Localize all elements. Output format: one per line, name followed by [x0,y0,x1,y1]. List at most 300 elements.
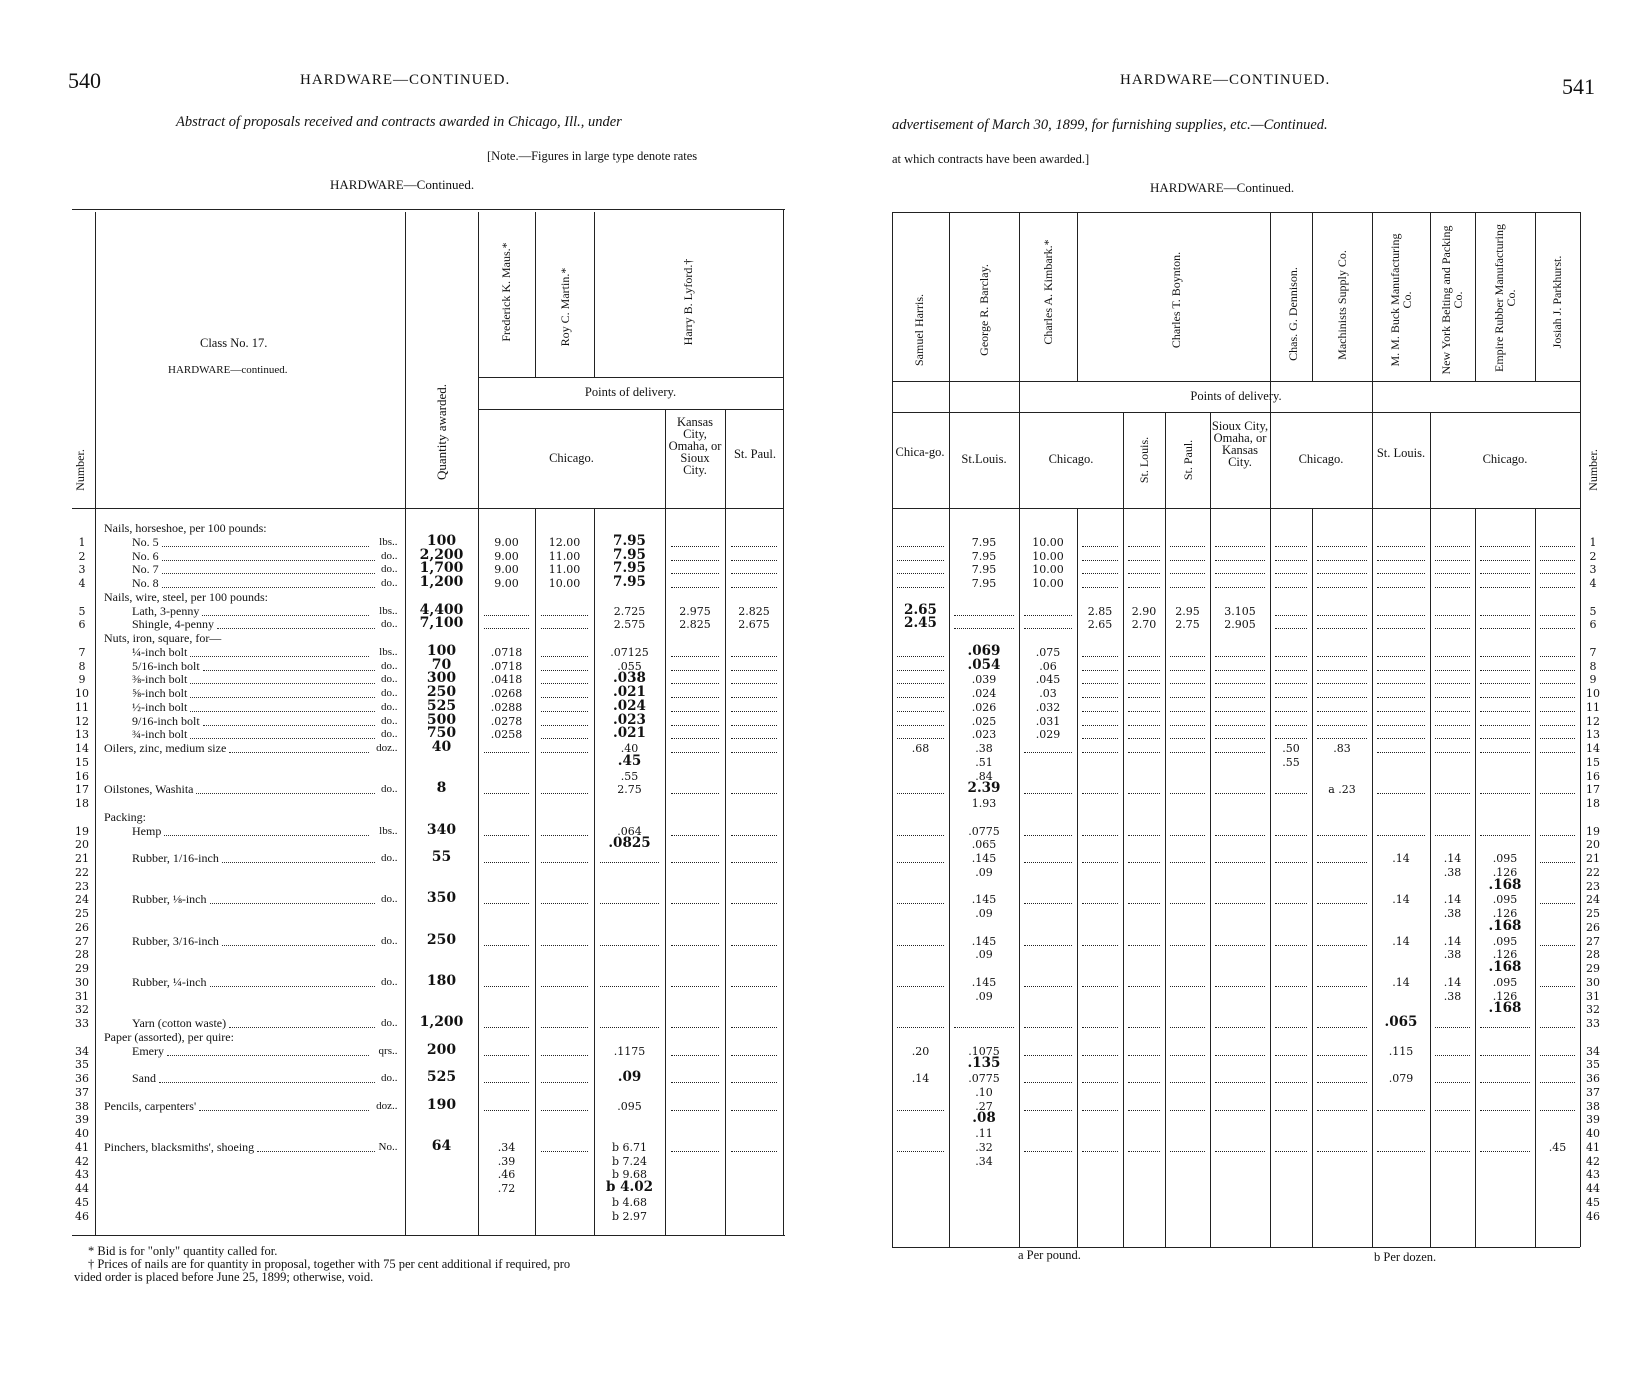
row-number-right: 30 [1586,975,1600,989]
empty-cell-dots [1128,697,1160,698]
empty-cell-dots [1377,697,1425,698]
empty-cell-dots [954,615,1014,616]
bid-value: 10.00 [1032,535,1064,549]
empty-cell-dots [1082,1027,1118,1028]
empty-cell-dots [1275,1082,1307,1083]
delivery-stlouis-boynton: St. Louis. [1137,436,1151,484]
empty-cell-dots [1480,1082,1530,1083]
empty-cell-dots [541,752,588,753]
points-of-delivery-left: Points of delivery. [584,385,677,399]
empty-cell-dots [1082,738,1118,739]
empty-cell-dots [1377,670,1425,671]
empty-cell-dots [1170,725,1205,726]
row-number-left: 14 [75,742,89,755]
empty-cell-dots [484,1055,529,1056]
empty-cell-dots [671,656,719,657]
unit-dots: .. [392,563,398,576]
bid-value: .14 [911,1072,930,1085]
empty-cell-dots [1540,670,1575,671]
row-number-left: 9 [78,673,86,687]
empty-cell-dots [1480,560,1530,561]
empty-cell-dots [1082,656,1118,657]
empty-cell-dots [1317,903,1367,904]
bid-value: 2.975 [679,604,711,618]
unit-dots: .. [392,824,398,837]
bid-value: .14 [1392,934,1410,948]
leader-dots [190,711,375,712]
empty-cell-dots [1024,986,1072,987]
empty-cell-dots [1317,615,1367,616]
item-label: Pinchers, blacksmiths', shoeing [104,1139,255,1154]
bid-value: 9.00 [494,549,519,563]
empty-cell-dots [484,1027,529,1028]
bid-value: b 4.02 [605,1179,654,1195]
empty-cell-dots [1480,835,1530,836]
empty-cell-dots [671,1110,719,1111]
empty-cell-dots [1275,697,1307,698]
empty-cell-dots [1275,725,1307,726]
bid-value: 10.00 [1032,577,1064,590]
footnote-per-pound: a Per pound. [1018,1248,1081,1262]
empty-cell-dots [1215,793,1265,794]
bid-value: .095 [1492,852,1518,865]
bid-value: .10 [975,1085,993,1099]
bidder-machinists: Machinists Supply Co. [1335,250,1349,360]
empty-cell-dots [731,986,777,987]
empty-cell-dots [1215,752,1265,753]
empty-cell-dots [897,793,944,794]
empty-cell-dots [671,683,719,684]
empty-cell-dots [897,945,944,946]
item-label: 9/16-inch bolt [132,713,200,728]
quantity-awarded: 7,100 [419,615,464,632]
points-of-delivery-right: Points of delivery. [1190,389,1282,403]
bid-value: 11.00 [548,549,581,563]
item-unit: do [381,577,392,589]
empty-cell-dots [1275,835,1307,836]
empty-cell-dots [897,835,944,836]
empty-cell-dots [671,697,719,698]
row-number-right: 35 [1586,1058,1600,1072]
empty-cell-dots [1540,1027,1575,1028]
empty-cell-dots [1435,1110,1470,1111]
empty-cell-dots [1275,986,1307,987]
bid-value: .026 [971,700,997,714]
quantity-awarded: 2,200 [419,546,464,563]
empty-cell-dots [484,628,529,629]
empty-cell-dots [897,711,944,712]
empty-cell-dots [1480,1151,1530,1152]
bid-value: .069 [967,642,1001,659]
bid-value: .72 [497,1182,516,1195]
empty-cell-dots [1024,1151,1072,1152]
empty-cell-dots [1024,615,1072,616]
section-title-right: HARDWARE—Continued. [1150,180,1295,195]
row-number-right: 26 [1586,920,1600,934]
empty-cell-dots [1082,697,1118,698]
empty-cell-dots [1435,711,1470,712]
empty-cell-dots [1435,683,1470,684]
bid-value: .1175 [613,1044,646,1058]
row-number-right: 10 [1586,687,1600,700]
row-number-right: 6 [1589,618,1597,632]
empty-cell-dots [897,1110,944,1111]
empty-cell-dots [1540,725,1575,726]
empty-cell-dots [1480,615,1530,616]
bid-value: .38 [1443,907,1462,920]
row-number-right: 40 [1586,1127,1600,1140]
bid-value: .168 [1488,876,1522,893]
empty-cell-dots [1540,697,1575,698]
empty-cell-dots [1435,697,1470,698]
empty-cell-dots [1435,670,1470,671]
footnote-dagger-cont: vided order is placed before June 25, 1899; otherwise, void. [74,1270,374,1284]
row-number-right: 20 [1586,838,1600,852]
bid-value: .40 [620,742,639,755]
leader-dots [190,656,368,657]
empty-cell-dots [731,862,777,863]
row-number-right: 9 [1589,673,1597,687]
item-label: No. 7 [132,562,159,577]
bid-value: .064 [617,824,642,838]
empty-cell-dots [600,986,659,987]
item-unit: do [381,687,392,699]
bidder-maus: Frederick K. Maus.* [499,242,513,342]
empty-cell-dots [1170,1055,1205,1056]
empty-cell-dots [1317,697,1367,698]
empty-cell-dots [1082,835,1118,836]
quantity-awarded: 340 [426,821,457,838]
unit-dots: .. [392,783,398,796]
row-number-left: 39 [75,1113,89,1127]
bid-value: .38 [1443,989,1462,1003]
row-number-left: 8 [78,659,86,673]
empty-cell-dots [897,656,944,657]
bid-value: .126 [1492,907,1518,920]
bid-value: .065 [1384,1014,1418,1030]
empty-cell-dots [1317,1027,1367,1028]
row-number-left: 11 [75,700,89,714]
quantity-awarded: 250 [426,931,457,948]
bid-value: 2.45 [904,615,937,632]
empty-cell-dots [1215,546,1265,547]
empty-cell-dots [1215,560,1265,561]
class-sub: HARDWARE—continued. [168,364,288,376]
row-number-left: 27 [75,934,89,948]
leader-dots [222,862,375,863]
empty-cell-dots [671,546,719,547]
empty-cell-dots [1170,862,1205,863]
bid-value: .038 [613,670,646,687]
empty-cell-dots [1275,1110,1307,1111]
empty-cell-dots [1317,738,1367,739]
empty-cell-dots [731,1151,777,1152]
bid-value: .095 [617,1099,642,1113]
empty-cell-dots [1170,587,1205,588]
bid-value: 2.95 [1175,604,1200,618]
row-number-left: 13 [75,728,89,742]
empty-cell-dots [1377,1110,1425,1111]
empty-cell-dots [541,1151,588,1152]
empty-cell-dots [1128,752,1160,753]
item-label: ½-inch bolt [132,699,188,714]
empty-cell-dots [1540,615,1575,616]
bid-value: .095 [1492,975,1518,989]
empty-cell-dots [1024,628,1072,629]
empty-cell-dots [1540,738,1575,739]
row-number-right: 31 [1586,989,1600,1003]
bid-value: .09 [975,907,993,920]
empty-cell-dots [541,986,588,987]
empty-cell-dots [1377,560,1425,561]
empty-cell-dots [1540,711,1575,712]
row-number-right: 2 [1589,549,1597,563]
item-unit: do [381,852,392,864]
empty-cell-dots [731,835,777,836]
row-number-right: 8 [1589,659,1597,673]
row-number-left: 29 [75,962,89,975]
row-number-left: 33 [75,1017,89,1030]
unit-dots: .. [392,604,398,617]
bid-value: .168 [1488,959,1522,975]
bid-value: 10.00 [1032,549,1064,563]
empty-cell-dots [1540,656,1575,657]
empty-cell-dots [671,1027,719,1028]
abstract-line-left: Abstract of proposals received and contracts awarded in Chicago, Ill., under [176,114,622,130]
row-number-left: 23 [75,879,89,893]
bid-value: .55 [620,769,639,783]
empty-cell-dots [671,862,719,863]
row-number-right: 39 [1586,1113,1600,1127]
bidder-lyford: Harry B. Lyford.† [681,258,695,346]
empty-cell-dots [541,711,588,712]
bid-value: .145 [971,852,997,865]
empty-cell-dots [1540,752,1575,753]
empty-cell-dots [1082,1151,1118,1152]
empty-cell-dots [1377,1151,1425,1152]
empty-cell-dots [731,1055,777,1056]
empty-cell-dots [671,587,719,588]
leader-dots [203,725,375,726]
empty-cell-dots [1540,628,1575,629]
empty-cell-dots [1170,546,1205,547]
row-number-left: 32 [75,1003,89,1017]
empty-cell-dots [1128,1055,1160,1056]
empty-cell-dots [897,862,944,863]
delivery-kansas-left: Kansas City, Omaha, or Sioux City. [668,415,722,477]
empty-cell-dots [731,587,777,588]
empty-cell-dots [1082,1055,1118,1056]
item-unit: do [381,934,392,947]
item-label: ¼-inch bolt [132,644,188,659]
empty-cell-dots [1317,1055,1367,1056]
bid-value: .0288 [490,700,523,714]
unit-dots: .. [392,934,398,947]
row-number-right: 11 [1586,700,1600,714]
row-number-right: 32 [1586,1003,1600,1017]
empty-cell-dots [1480,573,1530,574]
empty-cell-dots [1480,793,1530,794]
item-unit: doz [376,742,392,754]
empty-cell-dots [1128,862,1160,863]
row-number-left: 25 [75,907,89,920]
row-number-left: 12 [75,714,89,728]
leader-dots [190,738,375,739]
empty-cell-dots [1215,903,1265,904]
unit-dots: .. [392,577,398,589]
empty-cell-dots [1377,738,1425,739]
empty-cell-dots [1275,1055,1307,1056]
bid-value: 12.00 [548,535,581,549]
empty-cell-dots [1170,986,1205,987]
empty-cell-dots [1215,1151,1265,1152]
bid-value: .145 [971,934,997,948]
empty-cell-dots [1082,752,1118,753]
row-number-right: 17 [1586,783,1600,797]
empty-cell-dots [541,793,588,794]
item-label: Rubber, ¼-inch [132,974,207,989]
item-unit: do [381,714,392,727]
empty-cell-dots [484,1110,529,1111]
bid-value: .031 [1035,714,1061,728]
empty-cell-dots [1317,945,1367,946]
bid-value: .065 [971,838,997,852]
empty-cell-dots [1215,711,1265,712]
empty-cell-dots [1540,587,1575,588]
unit-dots: .. [392,1044,398,1057]
quantity-awarded-label: Quantity awarded. [434,383,449,481]
empty-cell-dots [731,752,777,753]
empty-cell-dots [600,1027,659,1028]
bid-value: 2.85 [1087,604,1113,618]
delivery-chicago-harris: Chica-go. [895,445,945,459]
empty-cell-dots [1377,546,1425,547]
row-number-right: 27 [1586,934,1600,948]
leader-dots [217,628,375,629]
leader-dots [257,1151,375,1152]
empty-cell-dots [1435,752,1470,753]
empty-cell-dots [1128,738,1160,739]
item-unit: No [378,1140,392,1153]
row-number-left: 5 [78,604,86,618]
bid-value: .20 [911,1044,930,1058]
empty-cell-dots [541,697,588,698]
row-number-right: 33 [1586,1017,1600,1030]
empty-cell-dots [1317,1151,1367,1152]
item-label: Paper (assorted), per quire: [104,1029,234,1044]
empty-cell-dots [1275,1027,1307,1028]
bid-value: .0775 [968,824,1000,838]
empty-cell-dots [1435,1027,1470,1028]
item-unit: do [381,673,392,686]
empty-cell-dots [1540,793,1575,794]
empty-cell-dots [541,615,588,616]
bid-value: .38 [975,742,993,755]
empty-cell-dots [1024,1082,1072,1083]
row-number-right: 23 [1586,879,1600,893]
empty-cell-dots [1275,573,1307,574]
unit-dots: .. [392,673,398,686]
bid-value: 7.95 [971,563,997,577]
empty-cell-dots [1435,725,1470,726]
empty-cell-dots [1275,628,1307,629]
empty-cell-dots [897,670,944,671]
row-number-left: 18 [75,797,89,810]
empty-cell-dots [541,903,588,904]
empty-cell-dots [1317,587,1367,588]
empty-cell-dots [1377,683,1425,684]
bid-value: .115 [1388,1044,1414,1058]
empty-cell-dots [731,945,777,946]
row-number-left: 30 [75,975,89,989]
empty-cell-dots [671,573,719,574]
empty-cell-dots [671,1055,719,1056]
item-unit: do [381,700,392,713]
quantity-awarded: 70 [431,656,452,673]
bid-value: .079 [1388,1072,1414,1085]
item-label: Oilstones, Washita [104,782,194,797]
bid-value: .14 [1392,975,1410,989]
empty-cell-dots [1024,903,1072,904]
unit-dots: .. [392,728,398,741]
bid-value: 9.00 [494,535,519,549]
empty-cell-dots [541,1027,588,1028]
unit-dots: .. [392,618,398,631]
empty-cell-dots [1480,587,1530,588]
delivery-stpaul-left: St. Paul. [733,447,777,461]
empty-cell-dots [731,683,777,684]
item-label: Nails, horseshoe, per 100 pounds: [104,521,267,535]
bid-value: 2.905 [1224,618,1256,632]
empty-cell-dots [1082,1082,1118,1083]
row-number-left: 36 [75,1072,89,1085]
item-label: No. 6 [132,548,159,563]
empty-cell-dots [1170,573,1205,574]
empty-cell-dots [1275,683,1307,684]
row-number-right: 37 [1586,1085,1600,1099]
empty-cell-dots [1317,573,1367,574]
empty-cell-dots [897,986,944,987]
empty-cell-dots [671,945,719,946]
row-number-right: 16 [1586,769,1600,783]
row-number-right: 22 [1586,865,1600,879]
empty-cell-dots [1170,793,1205,794]
quantity-awarded: 500 [426,711,457,728]
empty-cell-dots [1082,711,1118,712]
empty-cell-dots [671,1151,719,1152]
item-label: Oilers, zinc, medium size [104,741,227,755]
row-number-left: 31 [75,989,89,1003]
empty-cell-dots [1317,656,1367,657]
bid-value: .14 [1443,934,1462,948]
empty-cell-dots [1435,835,1470,836]
unit-dots: .. [392,535,398,548]
empty-cell-dots [541,683,588,684]
empty-cell-dots [1317,835,1367,836]
bid-value: .14 [1392,893,1410,907]
item-label: Sand [132,1071,156,1085]
unit-dots: .. [392,700,398,713]
bid-value: b 9.68 [611,1168,648,1182]
empty-cell-dots [541,628,588,629]
empty-cell-dots [1540,862,1575,863]
empty-cell-dots [1275,615,1307,616]
row-number-left: 34 [75,1044,89,1058]
bid-value: 11.00 [548,563,581,577]
empty-cell-dots [1128,1110,1160,1111]
empty-cell-dots [897,560,944,561]
empty-cell-dots [1377,615,1425,616]
